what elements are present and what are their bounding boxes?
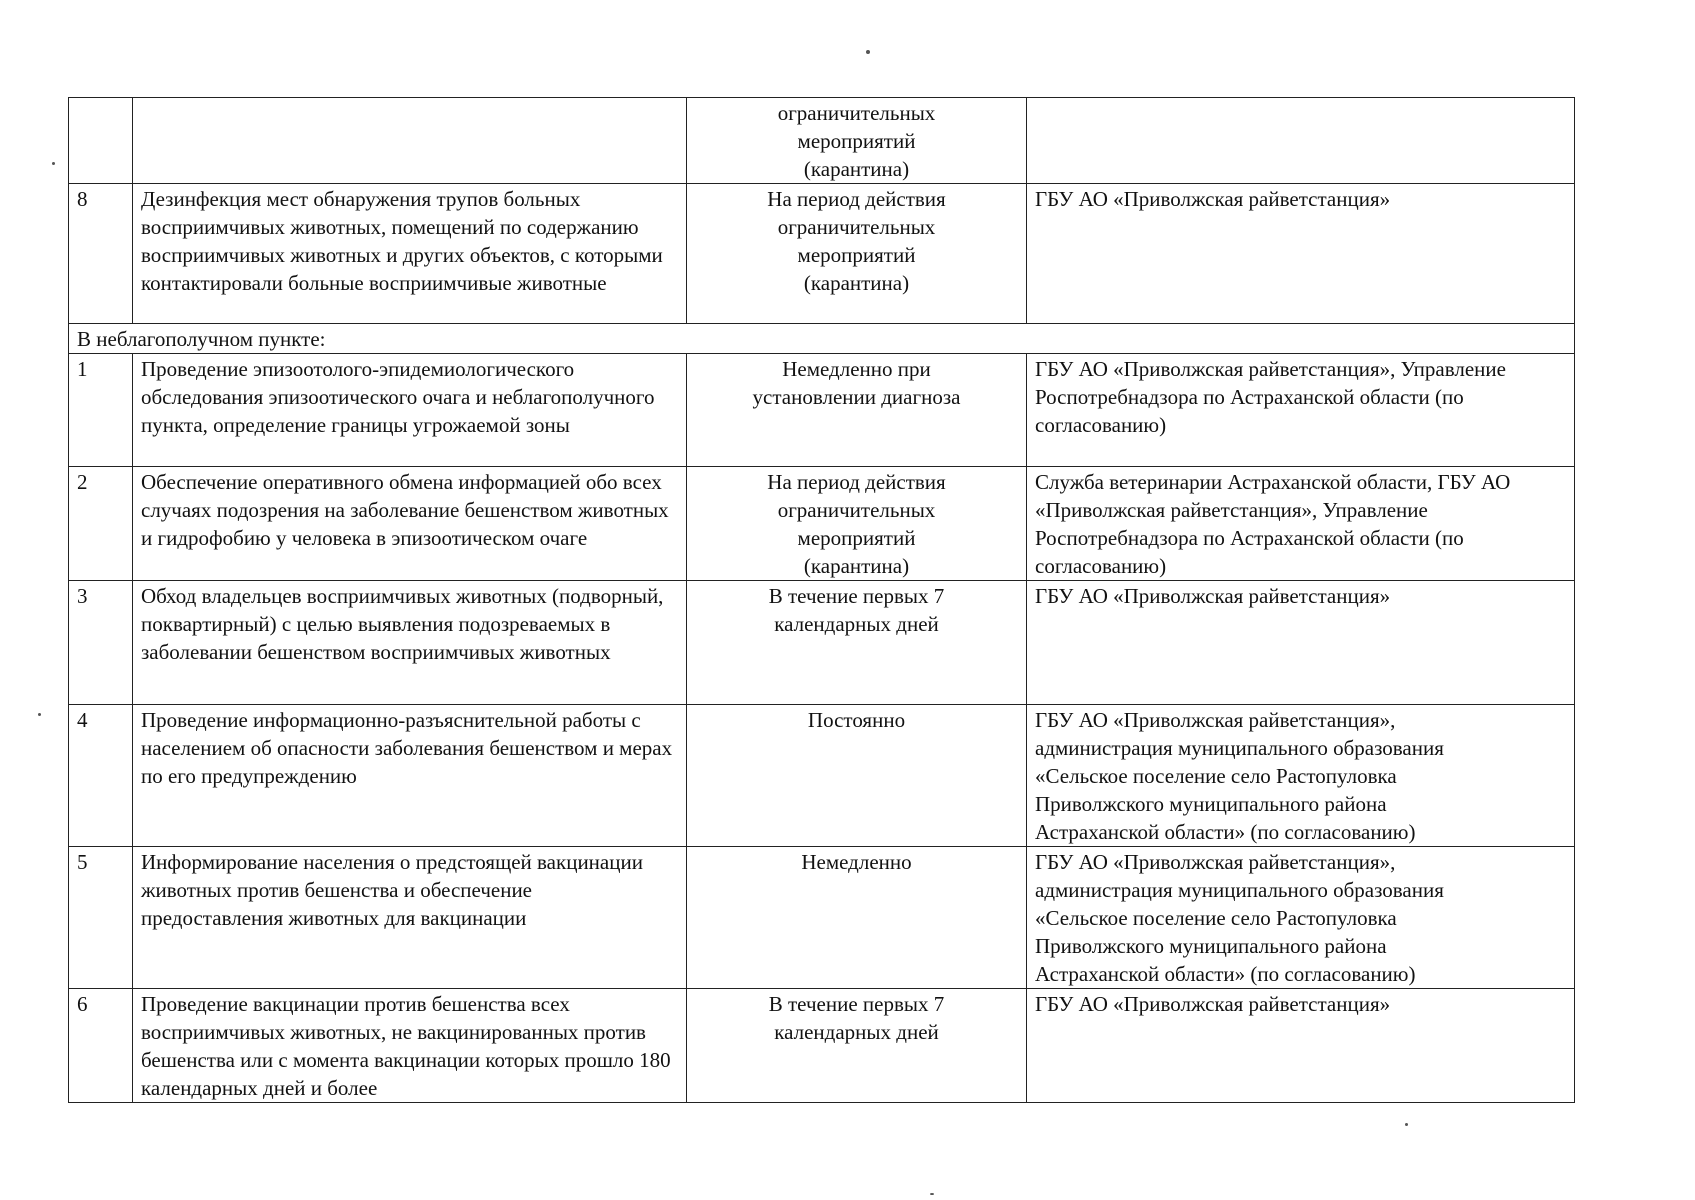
term-cell: На период действия ограничительных мероприятий (карантина) bbox=[687, 184, 1027, 324]
term-cell: Немедленно bbox=[687, 847, 1027, 989]
scan-speck bbox=[52, 162, 55, 165]
row-number-cell: 6 bbox=[69, 989, 133, 1103]
action-cell: Обход владельцев восприимчивых животных (подворный, поквартирный) с целью выявления подозреваемых в заболевании бешенством восприимчивых животных bbox=[133, 581, 687, 705]
row-number-cell: 4 bbox=[69, 705, 133, 847]
table-row bbox=[69, 98, 1575, 184]
responsible-cell: ГБУ АО «Приволжская райветстанция», администрация муниципального образования «Сельское поселение село Растопуловка Приволжского муниципального района Астраханской области» (по согласованию) bbox=[1027, 705, 1575, 847]
measures-table bbox=[68, 97, 1575, 1103]
term-cell: В течение первых 7 календарных дней bbox=[687, 581, 1027, 705]
table-row bbox=[69, 705, 1575, 847]
scan-speck bbox=[866, 50, 870, 54]
table-row bbox=[69, 184, 1575, 324]
action-cell: Проведение вакцинации против бешенства всех восприимчивых животных, не вакцинированных против бешенства или с момента вакцинации которых прошло 180 календарных дней и более bbox=[133, 989, 687, 1103]
table-row bbox=[69, 989, 1575, 1103]
responsible-cell: ГБУ АО «Приволжская райветстанция», администрация муниципального образования «Сельское поселение село Растопуловка Приволжского муниципального района Астраханской области» (по согласованию) bbox=[1027, 847, 1575, 989]
scan-speck bbox=[930, 1193, 934, 1195]
term-cell: Немедленно при установлении диагноза bbox=[687, 354, 1027, 467]
scan-speck bbox=[1405, 1123, 1408, 1126]
section-title: В неблагополучном пункте: bbox=[69, 324, 1575, 354]
action-cell: Дезинфекция мест обнаружения трупов больных восприимчивых животных, помещений по содержанию восприимчивых животных и других объектов, с которыми контактировали больные восприимчивые животные bbox=[133, 184, 687, 324]
table-row bbox=[69, 581, 1575, 705]
action-cell: Проведение эпизоотолого-эпидемиологического обследования эпизоотического очага и неблагополучного пункта, определение границы угрожаемой зоны bbox=[133, 354, 687, 467]
term-cell: Постоянно bbox=[687, 705, 1027, 847]
term-cell: В течение первых 7 календарных дней bbox=[687, 989, 1027, 1103]
action-cell: Обеспечение оперативного обмена информацией обо всех случаях подозрения на заболевание бешенством животных и гидрофобию у человека в эпизоотическом очаге bbox=[133, 467, 687, 581]
responsible-cell: ГБУ АО «Приволжская райветстанция» bbox=[1027, 184, 1575, 324]
responsible-cell bbox=[1027, 98, 1575, 184]
action-cell bbox=[133, 98, 687, 184]
responsible-cell: ГБУ АО «Приволжская райветстанция», Управление Роспотребнадзора по Астраханской области (по согласованию) bbox=[1027, 354, 1575, 467]
scan-speck bbox=[38, 713, 41, 716]
term-cell: На период действия ограничительных мероприятий (карантина) bbox=[687, 467, 1027, 581]
responsible-cell: Служба ветеринарии Астраханской области, ГБУ АО «Приволжская райветстанция», Управление Роспотребнадзора по Астраханской области (по согласованию) bbox=[1027, 467, 1575, 581]
responsible-cell: ГБУ АО «Приволжская райветстанция» bbox=[1027, 989, 1575, 1103]
table-row bbox=[69, 354, 1575, 467]
action-cell: Проведение информационно-разъяснительной работы с населением об опасности заболевания бешенством и мерах по его предупреждению bbox=[133, 705, 687, 847]
row-number-cell: 5 bbox=[69, 847, 133, 989]
section-row bbox=[69, 324, 1575, 354]
row-number-cell: 8 bbox=[69, 184, 133, 324]
row-number-cell: 2 bbox=[69, 467, 133, 581]
table-row bbox=[69, 847, 1575, 989]
row-number-cell bbox=[69, 98, 133, 184]
row-number-cell: 3 bbox=[69, 581, 133, 705]
action-cell: Информирование населения о предстоящей вакцинации животных против бешенства и обеспечение предоставления животных для вакцинации bbox=[133, 847, 687, 989]
table-row bbox=[69, 467, 1575, 581]
responsible-cell: ГБУ АО «Приволжская райветстанция» bbox=[1027, 581, 1575, 705]
term-cell: ограничительных мероприятий (карантина) bbox=[687, 98, 1027, 184]
row-number-cell: 1 bbox=[69, 354, 133, 467]
